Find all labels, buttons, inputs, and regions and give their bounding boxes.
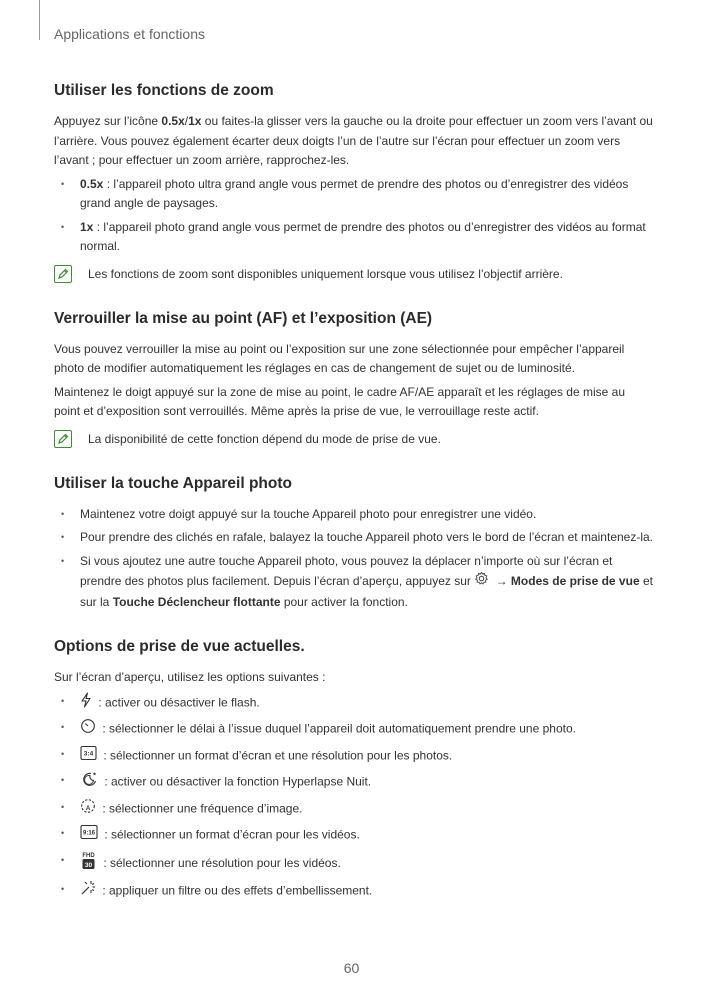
svg-text:A: • A: [85, 805, 91, 812]
page-content: [54, 82, 654, 929]
afae-section: [54, 310, 654, 449]
svg-text:30: 30: [84, 861, 93, 869]
afae-heading: Verrouiller la mise au point (AF) et l’exposition (AE): [54, 309, 433, 327]
shutter-section: [54, 475, 654, 613]
page-number: 60: [343, 960, 360, 976]
ratio-9-16-icon: [80, 824, 98, 847]
options-intro: Sur l’écran d’aperçu, utilisez les options suivantes :: [54, 670, 326, 684]
timer-icon: [80, 718, 96, 741]
list-item: • Si vous ajoutez une autre touche Appareil photo, vous pouvez la déplacer n’importe où sur l’écran et prendre des photos plus facilement. Depuis l’écran d’aperçu, appuyez sur → Modes de prise de vue et sur la Touche Déclencheur flottante pour activer la fonction.: [54, 552, 654, 613]
svg-text:FHD: • FHD: [82, 852, 95, 859]
list-item: • 3:4 : sélectionner un format d’écran et une résolution pour les photos.: [54, 745, 654, 768]
list-item: • : activer ou désactiver le flash.: [54, 692, 654, 715]
fhd-30-icon: [80, 851, 97, 877]
options-list: [54, 692, 654, 903]
list-item: • : sélectionner le délai à l’issue duquel l’appareil doit automatiquement prendre une photo.: [54, 718, 654, 741]
shutter-bullets: [54, 505, 654, 613]
afae-paragraph-1: Vous pouvez verrouiller la mise au point ou l’exposition sur une zone sélectionnée pour empêcher l’appareil photo de modifier automatiquement les réglages en cas de changement de sujet ou de luminosité.: [54, 341, 625, 375]
note-text: Les fonctions de zoom sont disponibles uniquement lorsque vous utilisez l’objectif arrière.: [88, 266, 563, 281]
zoom-section: [54, 82, 654, 284]
zoom-intro: Appuyez sur l’icône 0.5x/1x ou faites-la glisser vers la gauche ou la droite pour effectuer un zoom vers l’avant ou l’arrière. Vous pouvez également écarter deux doigts l’un de l’autre sur l’écran pour effectuer un zoom vers l’avant ; pour effectuer un zoom arrière, rapprochez-les.: [54, 114, 653, 167]
list-item: • FHD 30 : sélectionner une résolution pour les vidéos.: [54, 851, 654, 877]
list-item: • Maintenez votre doigt appuyé sur la touche Appareil photo pour enregistrer une vidéo.: [54, 505, 654, 525]
list-item: • 0.5x : l’appareil photo ultra grand angle vous permet de prendre des photos ou d’enregistrer des vidéos grand angle de paysages.: [54, 175, 654, 214]
zoom-note: [54, 265, 654, 284]
header-rule: [39, 0, 40, 40]
list-item: • A : sélectionner une fréquence d’image.: [54, 798, 654, 821]
flash-icon: [80, 692, 92, 715]
list-item: • Pour prendre des clichés en rafale, balayez la touche Appareil photo vers le bord de l’écran et maintenez-la.: [54, 528, 654, 548]
list-item: • : appliquer un filtre ou des effets d’embellissement.: [54, 880, 654, 903]
hyperlapse-night-icon: [80, 771, 98, 794]
svg-text:9:16: • 9:16: [82, 830, 96, 837]
svg-text:3:4: • 3:4: [83, 750, 94, 758]
note-pencil-icon: [54, 265, 72, 283]
frame-rate-icon: [80, 798, 96, 821]
list-item: • 9:16 : sélectionner un format d’écran pour les vidéos.: [54, 824, 654, 847]
ratio-3-4-icon: [80, 745, 97, 768]
list-item: • : activer ou désactiver la fonction Hyperlapse Nuit.: [54, 771, 654, 794]
afae-note: [54, 430, 654, 449]
zoom-heading: Utiliser les fonctions de zoom: [54, 82, 274, 99]
zoom-bullets: [54, 175, 654, 257]
afae-paragraph-2: Maintenez le doigt appuyé sur la zone de mise au point, le cadre AF/AE apparaît et les réglages de mise au point et d’exposition sont verrouillés. Même après la prise de vue, le verrouillage reste actif.: [54, 384, 626, 418]
filter-icon: [80, 880, 96, 903]
note-pencil-icon: [54, 430, 72, 448]
list-item: • 1x : l’appareil photo grand angle vous permet de prendre des photos ou d’enregistrer des vidéos au format normal.: [54, 218, 654, 257]
running-header: Applications et fonctions: [54, 26, 205, 42]
shutter-heading: Utiliser la touche Appareil photo: [54, 474, 292, 492]
options-section: [54, 638, 654, 903]
note-text: La disponibilité de cette fonction dépend du mode de prise de vue.: [88, 431, 441, 446]
settings-gear-icon: [474, 571, 489, 593]
options-heading: Options de prise de vue actuelles.: [54, 638, 305, 655]
